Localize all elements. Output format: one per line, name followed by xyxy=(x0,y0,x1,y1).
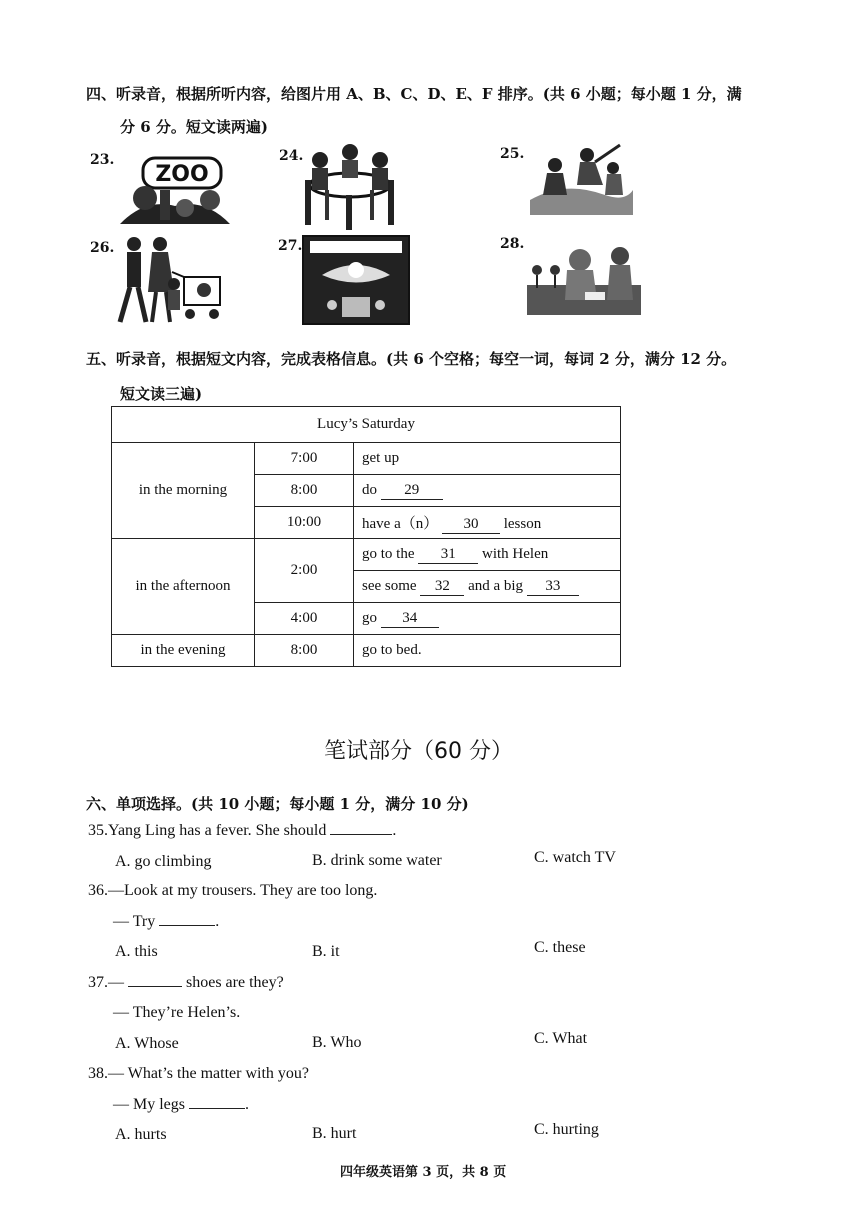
option-c[interactable]: C. What xyxy=(534,1030,588,1047)
table-row xyxy=(112,443,621,475)
option-a[interactable]: A. this xyxy=(115,943,158,960)
lucys-saturday-table xyxy=(111,406,621,667)
option-a[interactable]: A. Whose xyxy=(115,1035,179,1052)
question-number: 36. xyxy=(88,882,108,899)
question-text: — My legs xyxy=(113,1096,185,1113)
option-b[interactable]: B. Who xyxy=(312,1034,362,1051)
time-of-day-label: in the evening xyxy=(112,635,255,667)
option-c[interactable]: C. hurting xyxy=(534,1121,599,1138)
picture-number: 24. xyxy=(279,148,304,164)
activity-cell xyxy=(354,635,621,667)
activity-cell xyxy=(354,539,621,571)
picture-number: 27. xyxy=(278,238,303,254)
activity-cell xyxy=(354,571,621,603)
option-a[interactable]: A. go climbing xyxy=(115,853,212,870)
time-cell: 7:00 xyxy=(255,443,354,475)
question-text: — Try xyxy=(113,913,156,930)
activity-text: go to the xyxy=(362,545,415,562)
answer-blank[interactable]: 32 xyxy=(420,578,464,596)
family-shopping-cart-picture xyxy=(112,232,227,327)
question-37-reply: — They’re Helen’s. xyxy=(113,1004,241,1021)
activity-cell xyxy=(354,507,621,539)
table-row xyxy=(112,635,621,667)
section4-heading: 四、听录音，根据所听内容，给图片用 A、B、C、D、E、F 排序。(共 6 小题；每小题 1 分，满 xyxy=(86,85,742,103)
picture-number: 26. xyxy=(90,240,115,256)
zoo-sign-animals-picture xyxy=(115,148,235,228)
question-text: —Look at my trousers. They are too long. xyxy=(108,882,378,899)
activity-text: and a big xyxy=(468,577,524,594)
activity-text: lesson xyxy=(503,515,542,532)
zoo-sign-text: ZOO xyxy=(155,162,209,187)
section4-heading-cont: 分 6 分。短文读两遍) xyxy=(120,118,268,136)
option-a[interactable]: A. hurts xyxy=(115,1126,167,1143)
time-cell: 2:00 xyxy=(255,539,354,603)
question-37 xyxy=(88,974,284,992)
answer-blank[interactable] xyxy=(189,1108,245,1109)
table-row xyxy=(112,539,621,571)
time-cell: 4:00 xyxy=(255,603,354,635)
question-36-reply xyxy=(113,913,219,931)
answer-blank[interactable]: 33 xyxy=(527,578,579,596)
activity-text: go to bed. xyxy=(362,642,422,658)
section6-heading: 六、单项选择。(共 10 小题；每小题 1 分，满分 10 分) xyxy=(86,795,469,813)
section5-heading-cont: 短文读三遍) xyxy=(120,385,203,403)
activity-text: with Helen xyxy=(482,545,549,562)
question-text: shoes are they? xyxy=(186,974,284,991)
table-row xyxy=(112,407,621,443)
question-text: Yang Ling has a fever. She should xyxy=(108,822,327,839)
question-text: — What’s the matter with you? xyxy=(108,1065,309,1082)
time-of-day-label: in the afternoon xyxy=(112,539,255,635)
table-title: Lucy’s Saturday xyxy=(112,407,621,443)
time-cell: 10:00 xyxy=(255,507,354,539)
activity-cell xyxy=(354,475,621,507)
option-b[interactable]: B. it xyxy=(312,943,340,960)
option-c[interactable]: C. watch TV xyxy=(534,849,616,866)
option-c[interactable]: C. these xyxy=(534,939,586,956)
time-of-day-label: in the morning xyxy=(112,443,255,539)
question-35 xyxy=(88,822,396,840)
option-b[interactable]: B. drink some water xyxy=(312,852,442,869)
activity-cell xyxy=(354,603,621,635)
time-cell: 8:00 xyxy=(255,635,354,667)
activity-cell xyxy=(354,443,621,475)
activity-text: have a（n） xyxy=(362,515,439,532)
activity-text: see some xyxy=(362,577,417,594)
question-text: . xyxy=(245,1096,249,1113)
section5-heading: 五、听录音，根据短文内容，完成表格信息。(共 6 个空格；每空一词，每词 2 分，满分 12 分。 xyxy=(86,350,737,368)
activity-text: do xyxy=(362,481,377,498)
option-b[interactable]: B. hurt xyxy=(312,1125,357,1142)
answer-blank[interactable]: 29 xyxy=(381,482,443,500)
stage-performance-picture xyxy=(302,235,410,325)
question-number: 38. xyxy=(88,1065,108,1082)
question-text: . xyxy=(392,822,397,839)
picture-number: 28. xyxy=(500,236,525,252)
answer-blank[interactable]: 30 xyxy=(442,516,500,534)
time-cell: 8:00 xyxy=(255,475,354,507)
question-number: 37. xyxy=(88,974,108,991)
picture-number: 25. xyxy=(500,146,525,162)
answer-blank[interactable]: 34 xyxy=(381,610,439,628)
question-number: 35. xyxy=(88,822,108,839)
activity-text: get up xyxy=(362,450,400,466)
answer-blank[interactable] xyxy=(128,986,182,987)
question-38-reply xyxy=(113,1096,249,1114)
picture-number: 23. xyxy=(90,152,115,168)
activity-text: go xyxy=(362,609,377,626)
people-playing-outdoors-picture xyxy=(525,140,635,220)
question-text: . xyxy=(215,913,220,930)
question-text: — xyxy=(108,974,124,991)
question-38 xyxy=(88,1065,309,1083)
written-section-title: 笔试部分（60 分） xyxy=(324,739,513,764)
answer-blank[interactable] xyxy=(330,834,392,835)
answer-blank[interactable] xyxy=(159,925,215,926)
question-36 xyxy=(88,882,377,900)
answer-blank[interactable]: 31 xyxy=(418,546,478,564)
picnic-in-park-picture xyxy=(525,240,643,318)
family-dinner-table-picture xyxy=(300,140,400,235)
page-footer: 四年级英语第 3 页，共 8 页 xyxy=(340,1165,507,1180)
